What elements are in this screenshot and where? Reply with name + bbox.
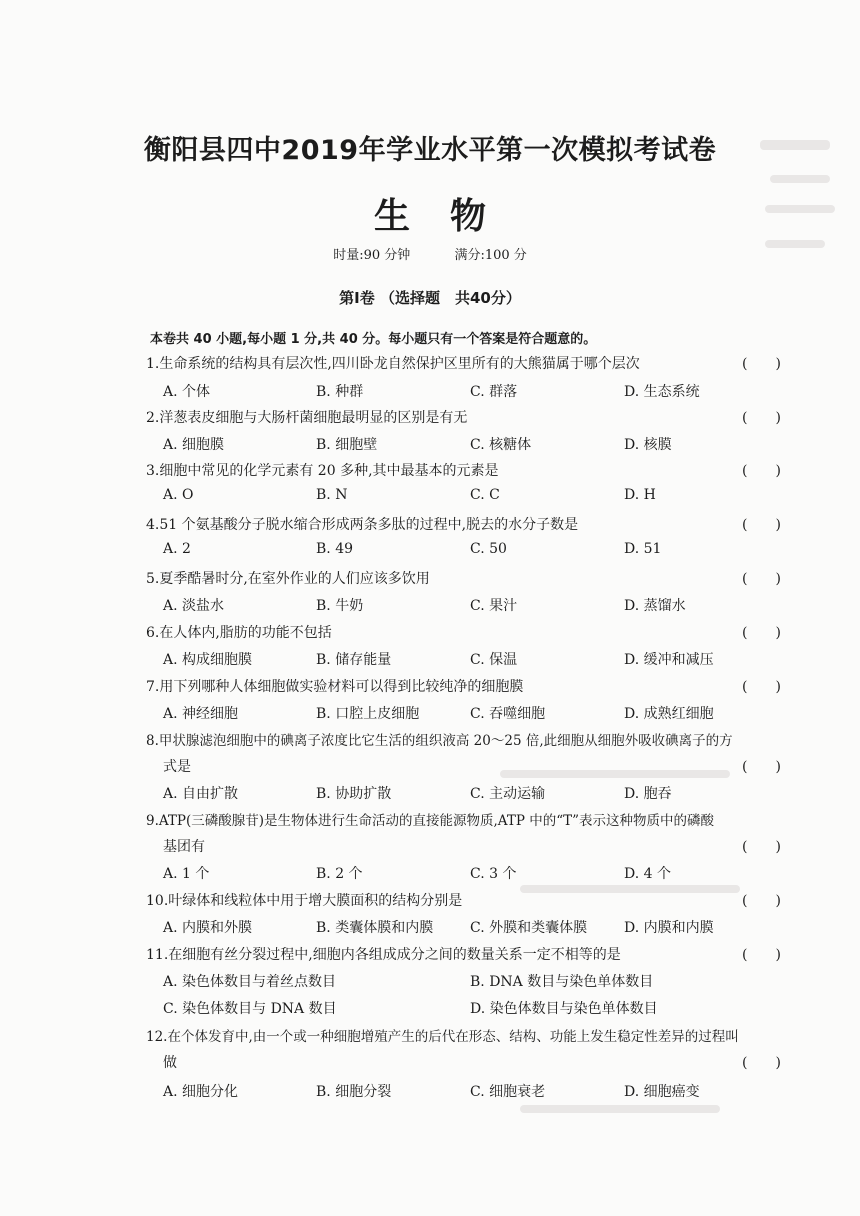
option-c: C. 外膜和类囊体膜: [470, 920, 588, 936]
option-a: A. 2: [163, 541, 191, 557]
option-d: D. 核膜: [624, 437, 672, 453]
section-heading: 第Ⅰ卷 （选择题 共40分）: [339, 289, 521, 307]
question-stem-continued: 基团有: [163, 839, 205, 855]
question-stem: 9.ATP(三磷酸腺苷)是生物体进行生命活动的直接能源物质,ATP 中的“T”表示这种物质中的磷酸: [146, 813, 715, 829]
option-d: D. 蒸馏水: [624, 598, 686, 614]
option-b: B. 类囊体膜和内膜: [316, 920, 434, 936]
bleed-through-mark: [520, 885, 740, 893]
option-c: C. 细胞衰老: [470, 1084, 546, 1100]
question-stem: 7.用下列哪种人体细胞做实验材料可以得到比较纯净的细胞膜: [146, 679, 524, 695]
option-d: D. 成熟红细胞: [624, 706, 714, 722]
question-stem-continued: 式是: [163, 759, 191, 775]
option-a: A. 淡盐水: [163, 598, 225, 614]
question-stem: 4.51 个氨基酸分子脱水缩合形成两条多肽的过程中,脱去的水分子数是: [146, 517, 579, 533]
option-c: C. 50: [470, 541, 507, 557]
option-a: A. O: [163, 487, 194, 503]
exam-score: 满分:100 分: [454, 248, 527, 263]
answer-blank[interactable]: ( ): [742, 759, 781, 775]
answer-blank[interactable]: ( ): [742, 839, 781, 855]
question-stem: 6.在人体内,脂肪的功能不包括: [146, 625, 332, 641]
option-b: B. 储存能量: [316, 652, 392, 668]
option-a: A. 神经细胞: [163, 706, 239, 722]
question-stem: 1.生命系统的结构具有层次性,四川卧龙自然保护区里所有的大熊猫属于哪个层次: [146, 356, 640, 372]
bleed-through-mark: [770, 175, 830, 183]
option-d: D. 染色体数目与染色单体数目: [470, 1001, 658, 1017]
question-stem: 10.叶绿体和线粒体中用于增大膜面积的结构分别是: [146, 893, 463, 909]
option-b: B. 2 个: [316, 866, 363, 882]
option-c: C. 吞噬细胞: [470, 706, 546, 722]
answer-blank[interactable]: ( ): [742, 679, 781, 695]
option-d: D. H: [624, 487, 656, 503]
option-d: D. 51: [624, 541, 662, 557]
question-stem: 3.细胞中常见的化学元素有 20 多种,其中最基本的元素是: [146, 463, 499, 479]
option-a: A. 自由扩散: [163, 786, 239, 802]
exam-time: 时量:90 分钟: [333, 248, 411, 263]
option-d: D. 缓冲和减压: [624, 652, 714, 668]
option-b: B. 种群: [316, 384, 364, 400]
option-d: D. 生态系统: [624, 384, 700, 400]
option-d: D. 4 个: [624, 866, 671, 882]
answer-blank[interactable]: ( ): [742, 517, 781, 533]
option-a: A. 构成细胞膜: [163, 652, 253, 668]
option-b: B. 细胞壁: [316, 437, 378, 453]
option-a: A. 细胞分化: [163, 1084, 239, 1100]
option-c: C. 核糖体: [470, 437, 532, 453]
option-d: D. 胞吞: [624, 786, 672, 802]
question-stem: 11.在细胞有丝分裂过程中,细胞内各组成成分之间的数量关系一定不相等的是: [146, 947, 621, 963]
question-stem: 8.甲状腺滤泡细胞中的碘离子浓度比它生活的组织液高 20～25 倍,此细胞从细胞外吸收碘离子的方: [146, 733, 733, 749]
exam-meta: [0, 244, 860, 263]
question-stem-continued: 做: [163, 1055, 177, 1071]
option-d: D. 细胞癌变: [624, 1084, 700, 1100]
question-stem: 12.在个体发育中,由一个或一种细胞增殖产生的后代在形态、结构、功能上发生稳定性差异的过程叫: [146, 1029, 739, 1045]
answer-blank[interactable]: ( ): [742, 625, 781, 641]
question-stem: 5.夏季酷暑时分,在室外作业的人们应该多饮用: [146, 571, 430, 587]
option-b: B. 49: [316, 541, 354, 557]
option-c: C. 主动运输: [470, 786, 546, 802]
exam-title: 衡阳县四中2019年学业水平第一次模拟考试卷: [143, 135, 717, 166]
option-b: B. 牛奶: [316, 598, 364, 614]
option-a: A. 内膜和外膜: [163, 920, 253, 936]
answer-blank[interactable]: ( ): [742, 463, 781, 479]
answer-blank[interactable]: ( ): [742, 571, 781, 587]
option-c: C. C: [470, 487, 500, 503]
option-d: D. 内膜和内膜: [624, 920, 714, 936]
option-a: A. 1 个: [163, 866, 210, 882]
bleed-through-mark: [520, 1105, 720, 1113]
option-b: B. 细胞分裂: [316, 1084, 392, 1100]
bleed-through-mark: [500, 770, 730, 778]
option-c: C. 染色体数目与 DNA 数目: [163, 1001, 337, 1017]
option-c: C. 保温: [470, 652, 518, 668]
option-c: C. 3 个: [470, 866, 517, 882]
option-c: C. 果汁: [470, 598, 518, 614]
answer-blank[interactable]: ( ): [742, 893, 781, 909]
option-a: A. 个体: [163, 384, 211, 400]
option-a: A. 染色体数目与着丝点数目: [163, 974, 337, 990]
option-b: B. N: [316, 487, 348, 503]
option-c: C. 群落: [470, 384, 518, 400]
question-stem: 2.洋葱表皮细胞与大肠杆菌细胞最明显的区别是有无: [146, 410, 468, 426]
answer-blank[interactable]: ( ): [742, 1055, 781, 1071]
answer-blank[interactable]: ( ): [742, 410, 781, 426]
option-a: A. 细胞膜: [163, 437, 225, 453]
answer-blank[interactable]: ( ): [742, 356, 781, 372]
option-b: B. DNA 数目与染色单体数目: [470, 974, 654, 990]
answer-blank[interactable]: ( ): [742, 947, 781, 963]
option-b: B. 口腔上皮细胞: [316, 706, 420, 722]
section-instructions: 本卷共 40 小题,每小题 1 分,共 40 分。每小题只有一个答案是符合题意的。: [150, 332, 597, 347]
exam-subject: 生物: [373, 196, 526, 237]
option-b: B. 协助扩散: [316, 786, 392, 802]
